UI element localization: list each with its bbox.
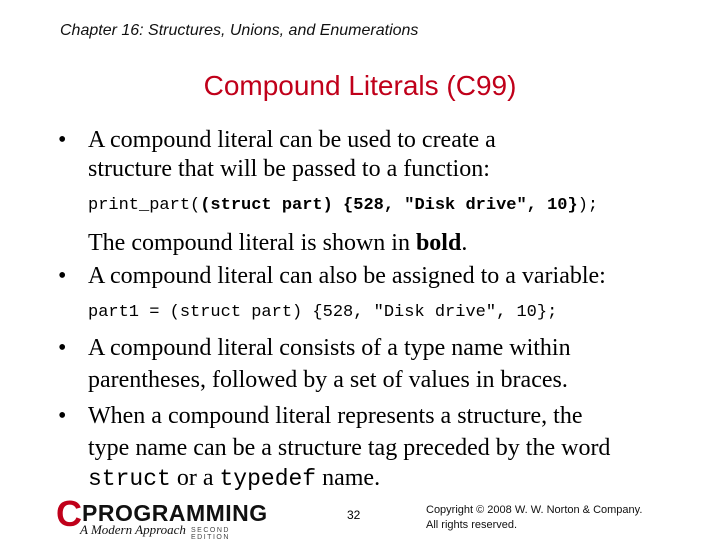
bullet-4-line-1: When a compound literal represents a structure, the — [88, 403, 583, 429]
keyword-struct: struct — [88, 466, 171, 492]
bullet-4-mid-text: or a — [170, 465, 220, 491]
logo-subtitle: A Modern Approach — [80, 522, 186, 537]
bullet-3-line-1: A compound literal consists of a type name within — [88, 335, 571, 361]
copyright-line-1: Copyright © 2008 W. W. Norton & Company. — [426, 504, 643, 516]
bullet-1-line-1: A compound literal can be used to create a — [88, 127, 496, 153]
bullet-3-line-2: parentheses, followed by a set of values in braces. — [88, 367, 568, 393]
bullet-icon: • — [58, 403, 67, 429]
bullet-4-line-2: type name can be a structure tag preceded by the word — [88, 435, 611, 461]
logo-c-letter: C — [56, 493, 82, 534]
keyword-typedef: typedef — [219, 466, 317, 492]
bullet-2-text: A compound literal can also be assigned to a variable: — [88, 263, 606, 289]
code-example-1 — [88, 196, 598, 215]
code-1-prefix: print_part( — [88, 196, 201, 215]
note-bold-word: bold — [415, 230, 462, 256]
note-line — [88, 229, 688, 258]
note-prefix: The compound literal is shown in — [88, 230, 416, 256]
code-1-compound-literal: (struct part) {528, "Disk drive", 10} — [200, 196, 578, 215]
book-logo — [56, 493, 271, 541]
bullet-icon: • — [58, 263, 67, 289]
note-suffix: . — [461, 230, 468, 256]
code-example-2: part1 = (struct part) {528, "Disk drive", 10}; — [88, 303, 558, 322]
logo-programming: PROGRAMMING — [82, 500, 268, 526]
bullet-icon: • — [58, 127, 67, 153]
code-1-suffix: ); — [577, 196, 599, 215]
slide-title: Compound Literals (C99) — [203, 70, 517, 101]
bullet-1-line-2: structure that will be passed to a function: — [88, 156, 490, 182]
copyright-line-2: All rights reserved. — [426, 519, 518, 531]
copyright-notice — [426, 503, 706, 533]
bullet-icon: • — [58, 335, 67, 361]
bullet-4-line-3 — [88, 464, 688, 494]
logo-edition: SECOND EDITION — [191, 527, 230, 541]
bullet-4-end-text: name. — [316, 465, 381, 491]
page-number: 32 — [347, 508, 361, 522]
chapter-header: Chapter 16: Structures, Unions, and Enumerations — [60, 22, 419, 39]
